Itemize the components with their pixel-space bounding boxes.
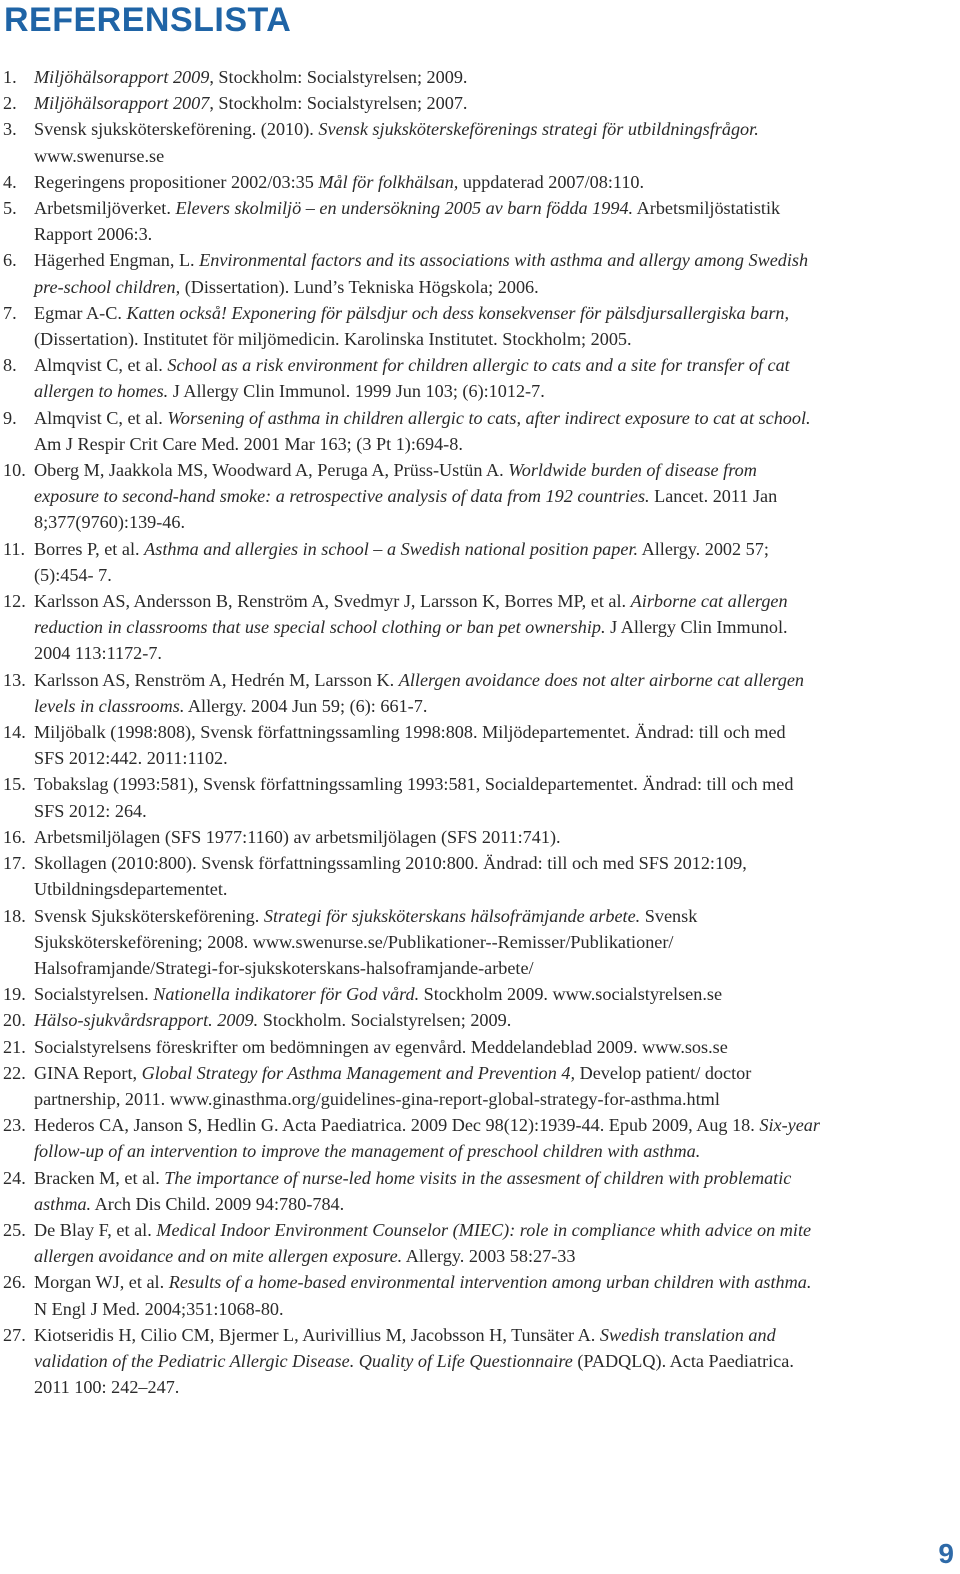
- reference-number: 17.: [3, 853, 26, 874]
- reference-text: [34, 667, 820, 719]
- reference-list: [0, 64, 820, 1400]
- page-title: REFERENSLISTA: [4, 1, 292, 39]
- reference-text: [34, 116, 820, 168]
- reference-text: [34, 1112, 820, 1164]
- reference-segment: Miljöbalk (1998:808), Svensk författningssamling 1998:808. Miljödepartementet. Ändrad: till och med SFS 2012:442. 2011:1102.: [34, 722, 786, 769]
- reference-segment: uppdaterad 2007/08:110.: [458, 171, 645, 192]
- reference-segment: Karlsson AS, Andersson B, Renström A, Svedmyr J, Larsson K, Borres MP, et al.: [34, 591, 631, 612]
- reference-number: 26.: [3, 1272, 26, 1293]
- reference-item: [0, 405, 820, 457]
- reference-segment: Karlsson AS, Renström A, Hedrén M, Larsson K.: [34, 669, 399, 690]
- reference-segment: Egmar A-C.: [34, 302, 127, 323]
- reference-text: [34, 588, 820, 667]
- reference-number: 18.: [3, 905, 26, 926]
- reference-text: [34, 824, 820, 850]
- reference-number: 12.: [3, 591, 26, 612]
- reference-segment: Allergy. 2002 57;(5):454- 7.: [34, 538, 769, 585]
- reference-number: 5.: [3, 198, 17, 219]
- reference-segment: Hägerhed Engman, L.: [34, 250, 200, 271]
- reference-title: Svensk sjuksköterskeförenings strategi för utbildningsfrågor.: [318, 119, 759, 140]
- reference-text: [34, 352, 820, 404]
- reference-number: 16.: [3, 826, 26, 847]
- reference-text: [34, 1322, 820, 1401]
- reference-item: [0, 457, 820, 536]
- reference-segment: , Stockholm: Socialstyrelsen; 2009.: [209, 67, 468, 87]
- reference-segment: Morgan WJ, et al.: [34, 1272, 169, 1293]
- reference-segment: J Allergy Clin Immunol. 2004 113:1172-7.: [34, 617, 788, 664]
- reference-number: 1.: [3, 67, 17, 87]
- reference-text: [34, 1060, 820, 1112]
- reference-text: [34, 1034, 820, 1060]
- reference-segment: De Blay F, et al.: [34, 1219, 157, 1240]
- reference-text: [34, 300, 820, 352]
- reference-item: [0, 352, 820, 404]
- reference-title: Allergen avoidance does not alter airborne cat allergen levels in classrooms.: [34, 669, 804, 716]
- reference-text: [34, 536, 820, 588]
- reference-segment: Stockholm 2009. www.socialstyrelsen.se: [419, 984, 723, 1005]
- reference-title: Medical Indoor Environment Counselor (MIEC): role in compliance whith advice on mite allergen avoidance and on mite allergen exposure.: [34, 1219, 812, 1267]
- reference-segment: J Allergy Clin Immunol. 1999 Jun 103; (6):1012-7.: [168, 381, 545, 402]
- reference-title: School as a risk environment for children allergic to cats and a site for transfer of cat allergen to homes.: [34, 355, 790, 402]
- reference-number: 3.: [3, 119, 17, 140]
- reference-segment: , Stockholm: Socialstyrelsen; 2007.: [209, 93, 468, 114]
- reference-text: [34, 719, 820, 771]
- reference-segment: www.swenurse.se: [34, 145, 165, 166]
- reference-title: Worldwide burden of disease from exposure to second-hand smoke: a retrospective analysis of data from 192 countries.: [34, 460, 757, 507]
- reference-title: Asthma and allergies in school – a Swedish national position paper.: [144, 538, 639, 559]
- reference-segment: Socialstyrelsens föreskrifter om bedömningen av egenvård. Meddelandeblad 2009. www.sos.se: [34, 1036, 728, 1057]
- reference-number: 19.: [3, 984, 26, 1005]
- reference-item: [0, 169, 820, 195]
- reference-item: [0, 824, 820, 850]
- reference-number: 14.: [3, 722, 26, 743]
- reference-item: [0, 1112, 820, 1164]
- reference-segment: Oberg M, Jaakkola MS, Woodward A, Peruga A, Prüss-Ustün A.: [34, 460, 509, 481]
- reference-text: [34, 247, 820, 299]
- reference-text: [34, 1217, 820, 1269]
- reference-segment: Svensk Sjuksköterskeförening; 2008. www.swenurse.se/Publikationer--Remisser/Publikationer/ Halsoframjande/Strategi-for-sjukskoterskans-halsoframjande-arbete/: [34, 905, 698, 978]
- reference-item: [0, 1034, 820, 1060]
- reference-title: Environmental factors and its associations with asthma and allergy among Swedish pre-school children,: [34, 250, 809, 297]
- reference-segment: Kiotseridis H, Cilio CM, Bjermer L, Aurivillius M, Jacobsson H, Tunsäter A.: [34, 1324, 600, 1345]
- reference-number: 23.: [3, 1115, 26, 1136]
- reference-segment: (PADQLQ). Acta Paediatrica. 2011 100: 242–247.: [34, 1350, 794, 1398]
- reference-segment: Arbetsmiljölagen (SFS 1977:1160) av arbetsmiljölagen (SFS 2011:741).: [34, 826, 561, 847]
- reference-text: [34, 850, 820, 902]
- reference-segment: Borres P, et al.: [34, 538, 145, 559]
- reference-title: Swedish translation and validation of the Pediatric Allergic Disease. Quality of Life Questionnaire: [34, 1324, 776, 1371]
- reference-segment: Socialstyrelsen.: [34, 984, 154, 1005]
- reference-segment: Almqvist C, et al.: [34, 355, 168, 376]
- reference-text: [34, 771, 820, 823]
- reference-number: 7.: [3, 302, 17, 323]
- reference-item: [0, 195, 820, 247]
- reference-segment: Almqvist C, et al.: [34, 407, 168, 428]
- reference-title: Six-year follow-up of an intervention to improve the management of preschool children with asthma.: [34, 1115, 820, 1162]
- reference-number: 8.: [3, 355, 17, 376]
- reference-text: [34, 1165, 820, 1217]
- reference-segment: N Engl J Med. 2004;351:1068-80.: [34, 1298, 284, 1319]
- reference-segment: Bracken M, et al.: [34, 1167, 165, 1188]
- reference-title: Airborne cat allergen reduction in classrooms that use special school clothing or ban pet ownership.: [34, 591, 788, 638]
- reference-item: [0, 1269, 820, 1321]
- reference-item: [0, 667, 820, 719]
- reference-segment: Am J Respir Crit Care Med. 2001 Mar 163; (3 Pt 1):694-8.: [34, 433, 463, 454]
- reference-segment: Svensk sjuksköterskeförening. (2010).: [34, 119, 319, 140]
- reference-item: [0, 536, 820, 588]
- reference-item: [0, 1217, 820, 1269]
- reference-number: 15.: [3, 774, 26, 795]
- reference-item: [0, 719, 820, 771]
- reference-title: Katten också! Exponering för pälsdjur och dess konsekvenser för pälsdjursallergiska barn,: [126, 302, 790, 323]
- reference-title: Mål för folkhälsan,: [318, 171, 459, 192]
- page-number: 9: [938, 1538, 954, 1569]
- reference-number: 9.: [3, 407, 17, 428]
- reference-text: [34, 1007, 820, 1033]
- reference-segment: Allergy. 2004 Jun 59; (6): 661-7.: [184, 695, 428, 716]
- reference-text: [34, 1269, 820, 1321]
- reference-title: Strategi för sjuksköterskans hälsofrämjande arbete.: [263, 905, 641, 926]
- reference-number: 10.: [3, 460, 26, 481]
- reference-text: [34, 457, 820, 536]
- reference-number: 2.: [3, 93, 17, 114]
- reference-item: [0, 1007, 820, 1033]
- reference-title: Miljöhälsorapport 2009: [34, 67, 210, 87]
- reference-title: Miljöhälsorapport 2007: [34, 93, 210, 114]
- reference-segment: Svensk Sjuksköterskeförening.: [34, 905, 264, 926]
- reference-title: Hälso-sjukvårdsrapport. 2009.: [34, 1010, 259, 1031]
- reference-title: Elevers skolmiljö – en undersökning 2005 av barn födda 1994.: [175, 198, 634, 219]
- reference-item: [0, 300, 820, 352]
- reference-segment: Stockholm. Socialstyrelsen; 2009.: [258, 1010, 512, 1031]
- reference-item: [0, 981, 820, 1007]
- reference-segment: (Dissertation). Institutet för miljömedicin. Karolinska Institutet. Stockholm; 2005.: [34, 329, 632, 350]
- reference-segment: Arch Dis Child. 2009 94:780-784.: [91, 1193, 345, 1214]
- reference-text: [34, 64, 820, 90]
- reference-segment: GINA Report,: [34, 1062, 142, 1083]
- reference-segment: Allergy. 2003 58:27-33: [402, 1246, 576, 1267]
- reference-title: Worsening of asthma in children allergic to cats, after indirect exposure to cat at school.: [167, 407, 811, 428]
- reference-number: 27.: [3, 1324, 26, 1345]
- reference-number: 11.: [3, 538, 26, 559]
- reference-number: 13.: [3, 669, 26, 690]
- reference-text: [34, 90, 820, 116]
- reference-text: [34, 405, 820, 457]
- reference-item: [0, 1060, 820, 1112]
- reference-item: [0, 850, 820, 902]
- reference-text: [34, 195, 820, 247]
- reference-item: [0, 64, 820, 90]
- reference-segment: Regeringens propositioner 2002/03:35: [34, 171, 319, 192]
- reference-item: [0, 90, 820, 116]
- reference-number: 20.: [3, 1010, 26, 1031]
- reference-item: [0, 903, 820, 982]
- reference-number: 22.: [3, 1062, 26, 1083]
- reference-item: [0, 588, 820, 667]
- reference-segment: Arbetsmiljöstatistik Rapport 2006:3.: [34, 198, 781, 245]
- reference-number: 24.: [3, 1167, 26, 1188]
- reference-title: Results of a home-based environmental intervention among urban children with asthma.: [168, 1272, 812, 1293]
- reference-segment: Tobakslag (1993:581), Svensk författningssamling 1993:581, Socialdepartementet. Ändrad: till och med SFS 2012: 264.: [34, 774, 794, 821]
- reference-item: [0, 771, 820, 823]
- reference-number: 4.: [3, 171, 17, 192]
- reference-segment: Develop patient/ doctor partnership, 2011. www.ginasthma.org/guidelines-gina-report-global-strategy-for-asthma.html: [34, 1062, 752, 1109]
- reference-item: [0, 1165, 820, 1217]
- reference-number: 21.: [3, 1036, 26, 1057]
- reference-title: The importance of nurse-led home visits in the assesment of children with problematic asthma.: [34, 1167, 792, 1214]
- reference-title: Nationella indikatorer för God vård.: [153, 984, 420, 1005]
- reference-item: [0, 1322, 820, 1401]
- reference-segment: Arbetsmiljöverket.: [34, 198, 176, 219]
- reference-text: [34, 169, 820, 195]
- reference-item: [0, 247, 820, 299]
- reference-text: [34, 981, 820, 1007]
- reference-title: Global Strategy for Asthma Management and Prevention 4,: [141, 1062, 576, 1083]
- reference-segment: (Dissertation). Lund’s Tekniska Högskola; 2006.: [180, 276, 539, 297]
- reference-segment: Hederos CA, Janson S, Hedlin G. Acta Paediatrica. 2009 Dec 98(12):1939-44. Epub 2009, Aug 18.: [34, 1115, 760, 1136]
- reference-text: [34, 903, 820, 982]
- reference-number: 6.: [3, 250, 17, 271]
- reference-item: [0, 116, 820, 168]
- reference-segment: Lancet. 2011 Jan 8;377(9760):139-46.: [34, 486, 778, 533]
- reference-number: 25.: [3, 1219, 26, 1240]
- reference-segment: Skollagen (2010:800). Svensk författningssamling 2010:800. Ändrad: till och med SFS 2012:109, Utbildningsdepartementet.: [34, 853, 747, 900]
